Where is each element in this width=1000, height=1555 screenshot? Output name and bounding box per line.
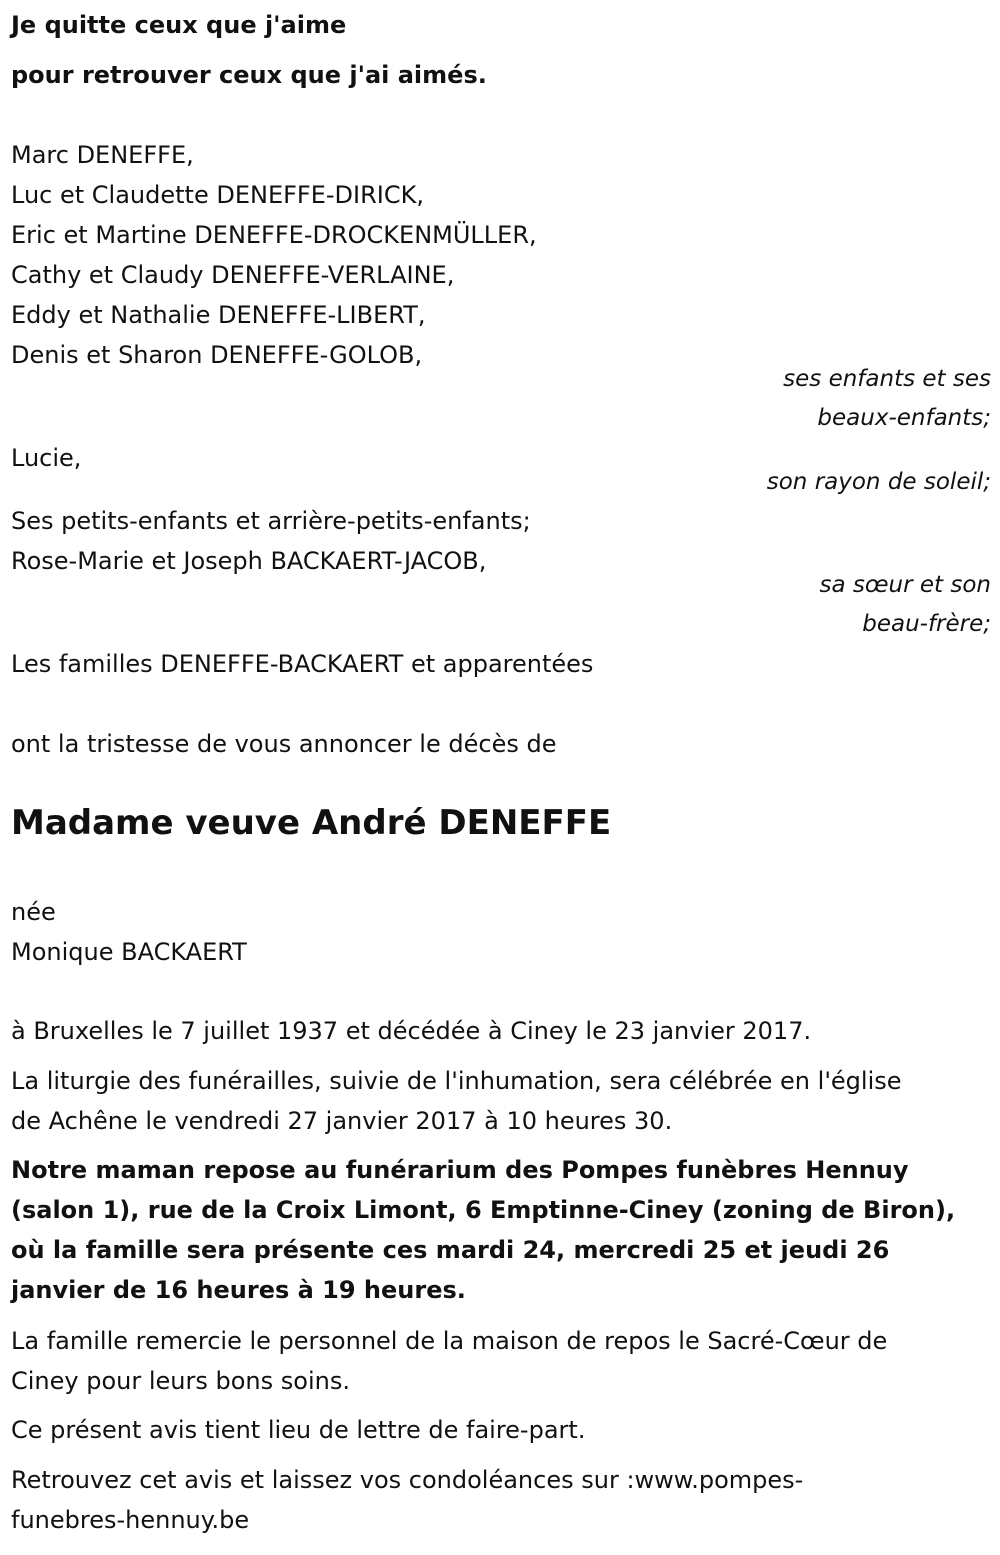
child-line-4: Cathy et Claudy DENEFFE-VERLAINE, (11, 261, 455, 289)
funerarium-line-3: où la famille sera présente ces mardi 24, mercredi 25 et jeudi 26 (11, 1236, 890, 1264)
child-line-5: Eddy et Nathalie DENEFFE-LIBERT, (11, 301, 426, 329)
child-line-1: Marc DENEFFE, (11, 141, 194, 169)
deceased-title: Madame veuve André DENEFFE (11, 803, 612, 843)
lucie-role: son rayon de soleil; (766, 469, 991, 495)
funerarium-line-4: janvier de 16 heures à 19 heures. (11, 1276, 466, 1304)
sister-line: Rose-Marie et Joseph BACKAERT-JACOB, (11, 547, 487, 575)
liturgy-line-1: La liturgie des funérailles, suivie de l'inhumation, sera célébrée en l'église (11, 1067, 902, 1095)
condolences-line-2: funebres-hennuy.be (11, 1506, 250, 1534)
thanks-line-1: La famille remercie le personnel de la maison de repos le Sacré-Cœur de (11, 1327, 888, 1355)
sister-role-line-2: beau-frère; (862, 611, 991, 637)
children-role-line-2: beaux-enfants; (817, 405, 991, 431)
liturgy-line-2: de Achêne le vendredi 27 janvier 2017 à 10 heures 30. (11, 1107, 673, 1135)
child-line-6: Denis et Sharon DENEFFE-GOLOB, (11, 341, 423, 369)
thanks-line-2: Ciney pour leurs bons soins. (11, 1367, 350, 1395)
funerarium-line-2: (salon 1), rue de la Croix Limont, 6 Emptinne-Ciney (zoning de Biron), (11, 1196, 956, 1224)
notice-line: Ce présent avis tient lieu de lettre de faire-part. (11, 1416, 586, 1444)
birth-death-line: à Bruxelles le 7 juillet 1937 et décédée à Ciney le 23 janvier 2017. (11, 1017, 812, 1045)
funerarium-line-1: Notre maman repose au funérarium des Pompes funèbres Hennuy (11, 1156, 909, 1184)
intro-line-2: pour retrouver ceux que j'ai aimés. (11, 61, 487, 89)
sister-role-line-1: sa sœur et son (819, 572, 991, 598)
maiden-name: Monique BACKAERT (11, 938, 247, 966)
child-line-2: Luc et Claudette DENEFFE-DIRICK, (11, 181, 424, 209)
announcement-line: ont la tristesse de vous annoncer le décès de (11, 730, 557, 758)
condolences-line-1: Retrouvez cet avis et laissez vos condoléances sur :www.pompes- (11, 1466, 804, 1494)
children-role-line-1: ses enfants et ses (783, 366, 991, 392)
born-label: née (11, 898, 56, 926)
child-line-3: Eric et Martine DENEFFE-DROCKENMÜLLER, (11, 221, 537, 249)
families-line: Les familles DENEFFE-BACKAERT et apparentées (11, 650, 594, 678)
grandchildren-line: Ses petits-enfants et arrière-petits-enfants; (11, 507, 531, 535)
intro-line-1: Je quitte ceux que j'aime (11, 11, 347, 39)
lucie-line: Lucie, (11, 444, 82, 472)
